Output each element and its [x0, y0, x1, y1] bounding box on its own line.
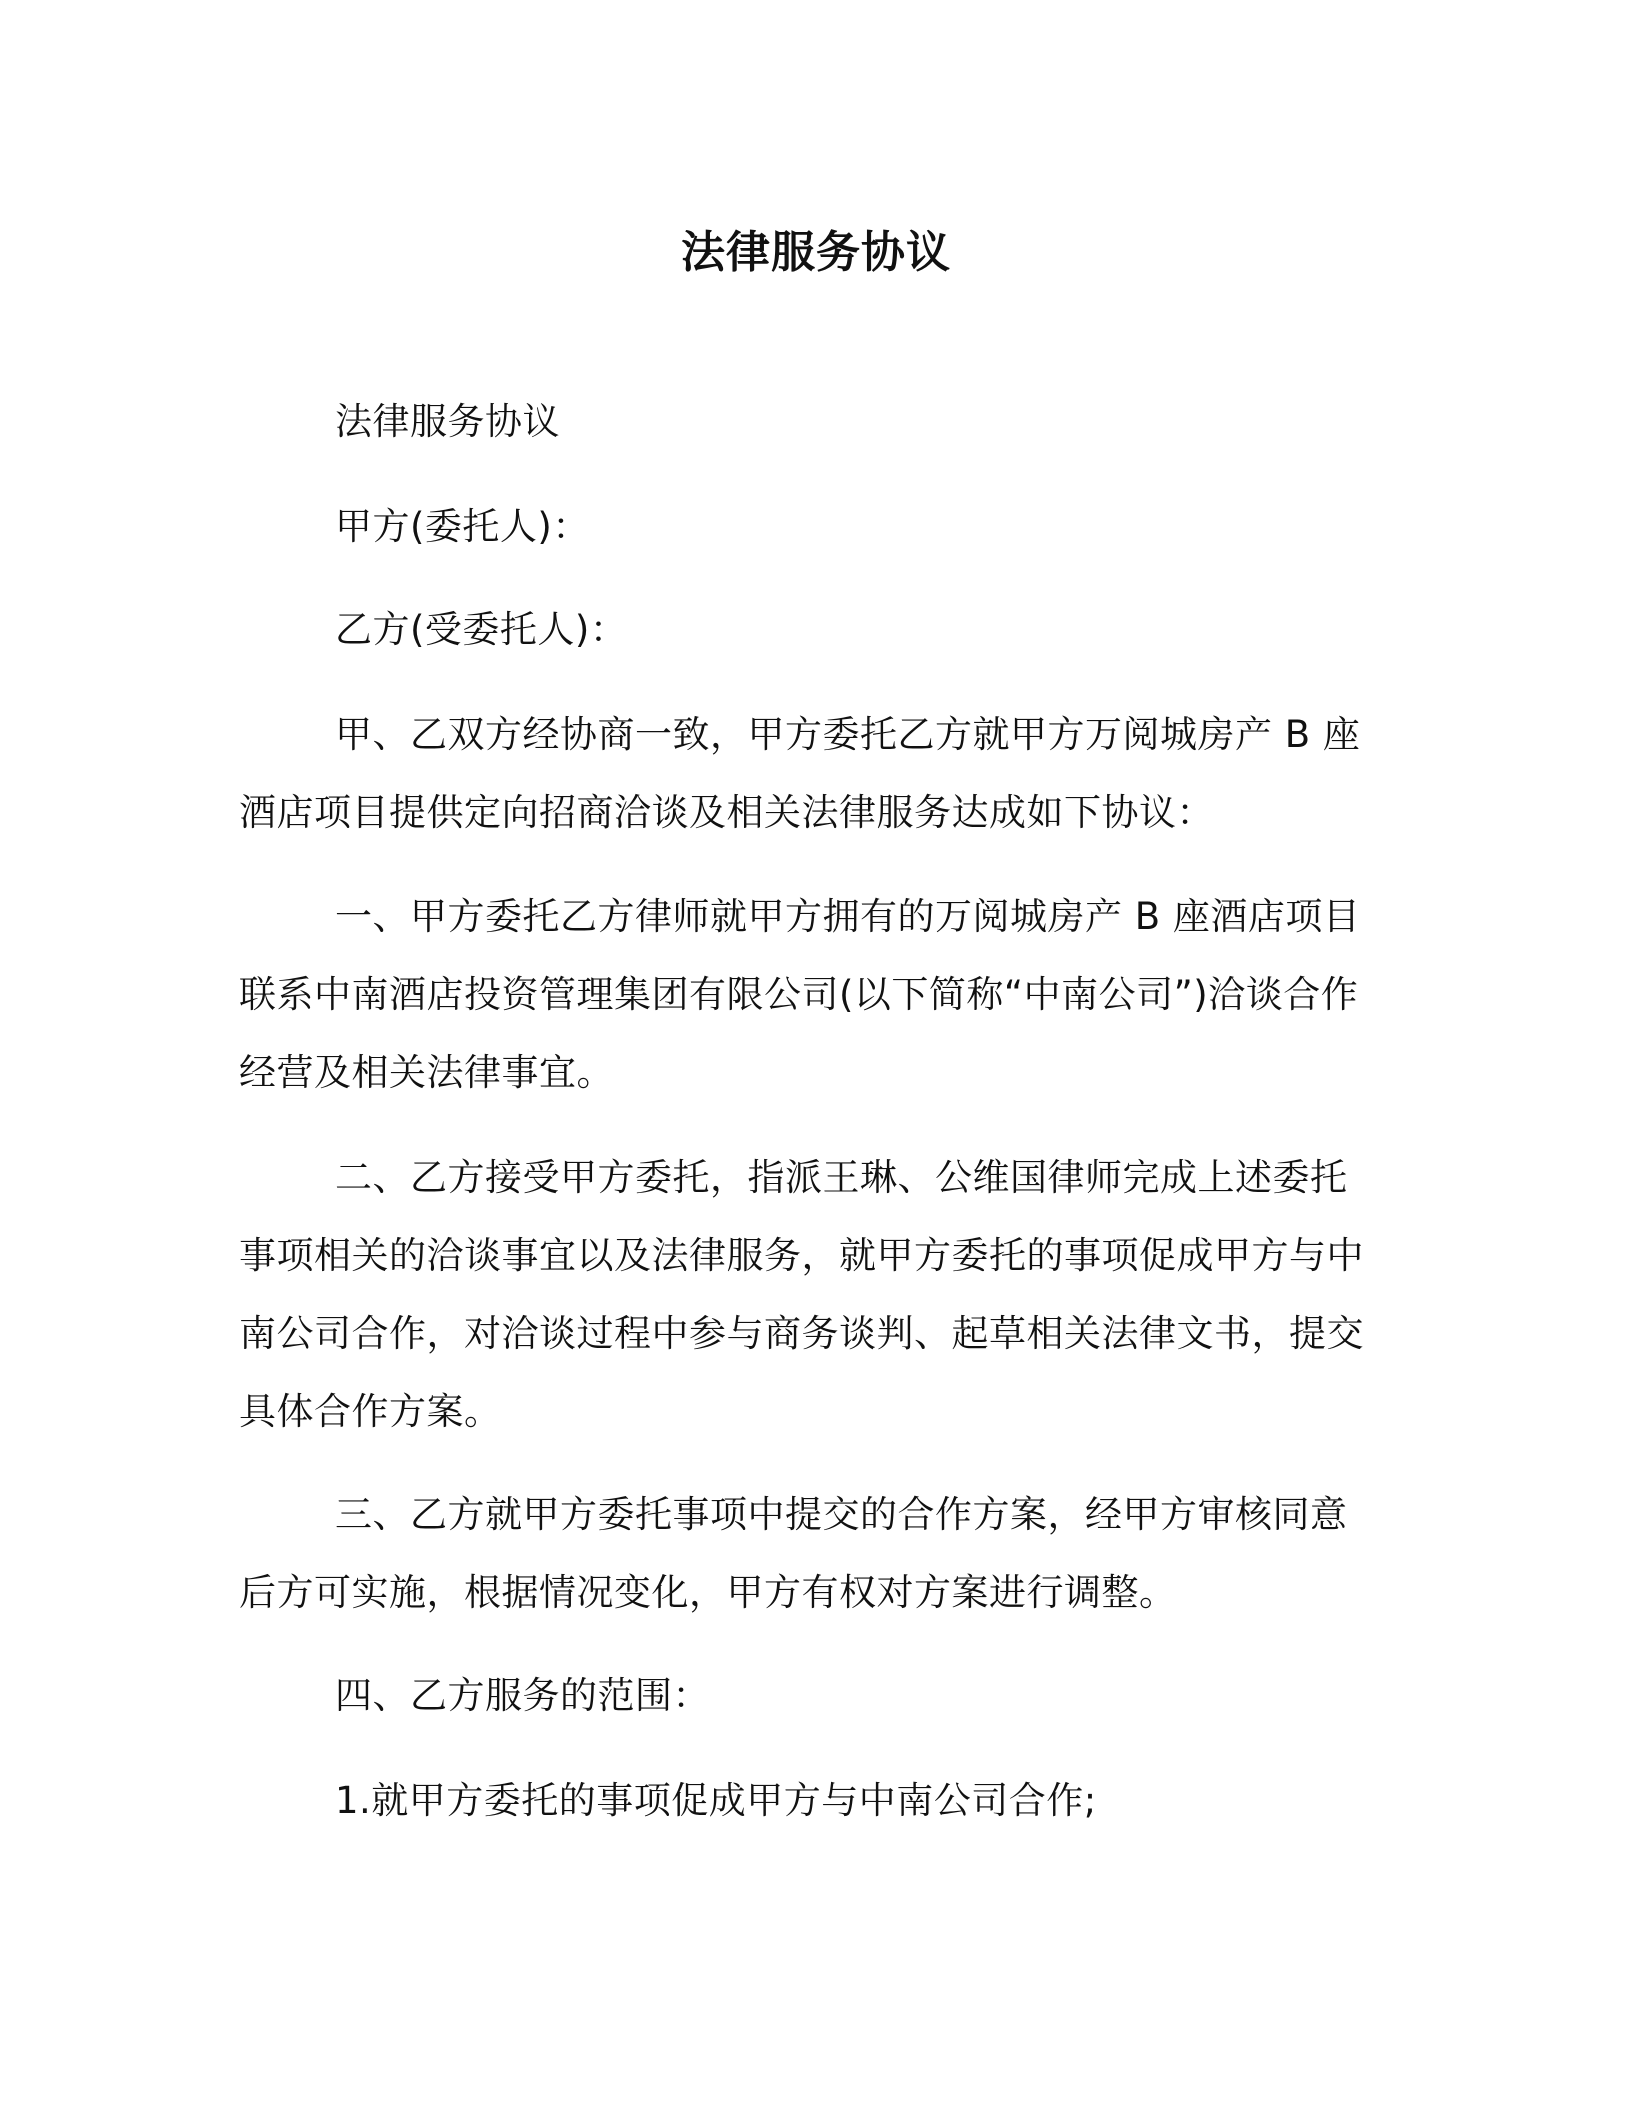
paragraph-intro: 甲、乙双方经协商一致，甲方委托乙方就甲方万阅城房产 B 座酒店项目提供定向招商洽谈及相关法律服务达成如下协议： [239, 713, 1361, 834]
paragraph-clause-2: 二、乙方接受甲方委托，指派王琳、公维国律师完成上述委托事项相关的洽谈事宜以及法律服务，就甲方委托的事项促成甲方与中南公司合作，对洽谈过程中参与商务谈判、起草相关法律文书，提交具体合作方案。 [239, 1156, 1364, 1433]
paragraph-party-a: 甲方(委托人)： [335, 505, 590, 548]
document-title: 法律服务协议 [681, 227, 951, 278]
paragraph-item-1: 1.就甲方委托的事项促成甲方与中南公司合作; [335, 1779, 1097, 1822]
paragraph-clause-1: 一、甲方委托乙方律师就甲方拥有的万阅城房产 B 座酒店项目联系中南酒店投资管理集团有限公司(以下简称“中南公司”)洽谈合作经营及相关法律事宜。 [239, 895, 1361, 1094]
paragraph-clause-3: 三、乙方就甲方委托事项中提交的合作方案，经甲方审核同意后方可实施，根据情况变化，甲方有权对方案进行调整。 [239, 1493, 1348, 1614]
paragraph-clause-4: 四、乙方服务的范围： [335, 1674, 710, 1717]
paragraph-party-b: 乙方(受委托人)： [335, 608, 628, 651]
paragraph-heading: 法律服务协议 [335, 400, 560, 443]
